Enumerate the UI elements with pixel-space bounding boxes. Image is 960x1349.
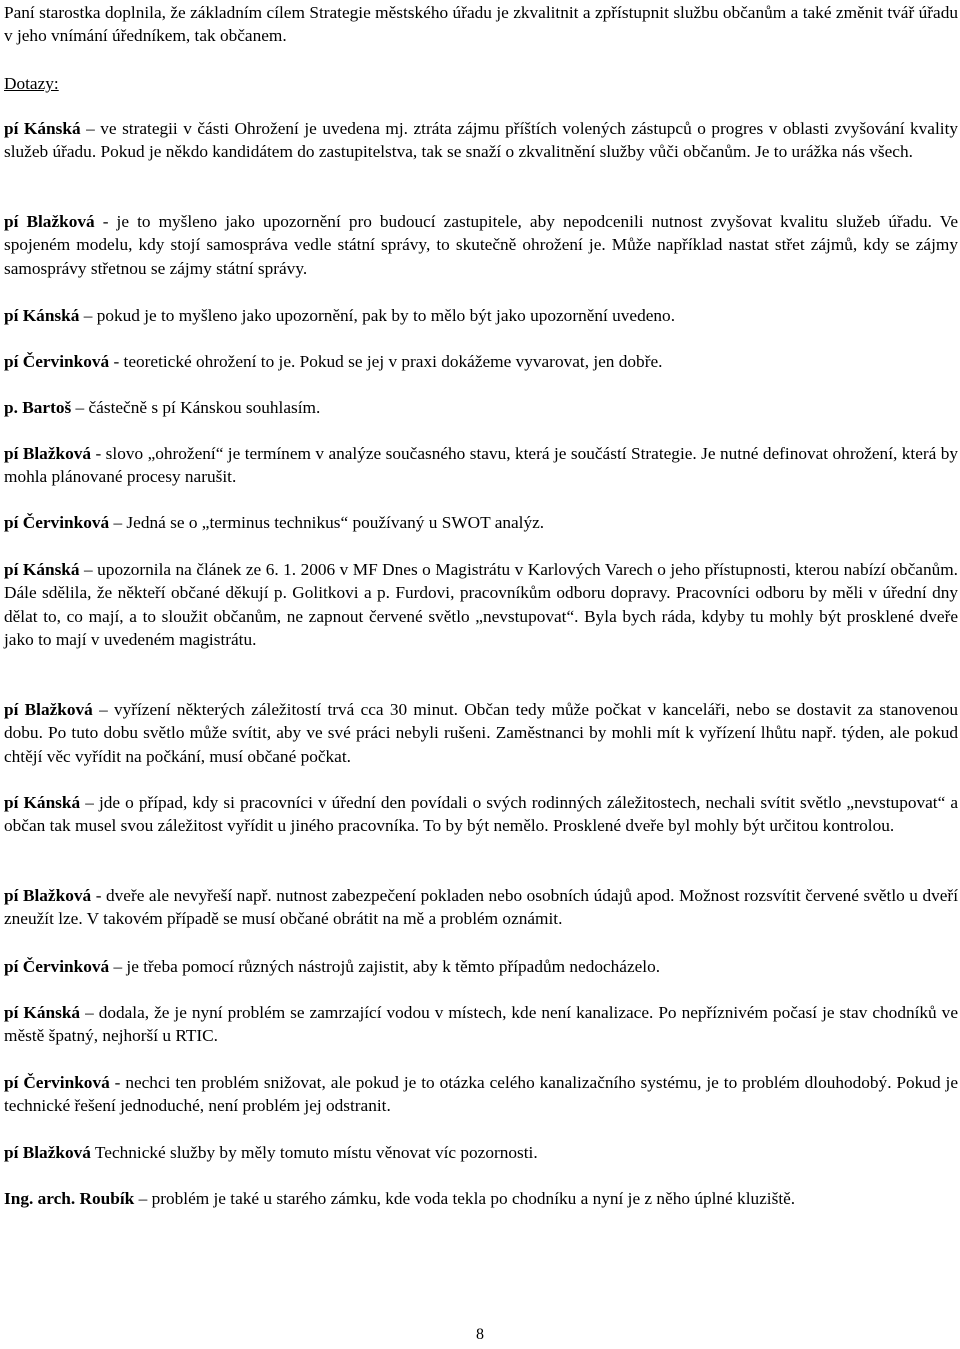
- speaker-name: pí Červinková: [4, 513, 110, 532]
- entry-text: - nechci ten problém snižovat, ale pokud je to otázka celého kanalizačního systému, je to problém dlouhodobý. Pokud je technické řešení jednoduché, není problém jej odstranit.: [4, 1073, 958, 1116]
- speaker-name: pí Blažková: [4, 212, 95, 231]
- entry-text: – částečně s pí Kánskou souhlasím.: [75, 398, 321, 417]
- entry-text: – pokud je to myšleno jako upozornění, pak by to mělo být jako upozornění uvedeno.: [83, 306, 676, 325]
- entry-text: – dodala, že je nyní problém se zamrzající vodou v místech, kde není kanalizace. Po nepříznivém počasí je stav chodníků ve městě špatný, nejhorší u RTIC.: [4, 1003, 958, 1046]
- speaker-name: p. Bartoš: [4, 398, 72, 417]
- speaker-name: pí Blažková: [4, 886, 92, 905]
- entry-text: – ve strategii v části Ohrožení je uvedena mj. ztráta zájmu příštích volených zástupců o progres v oblasti zvyšování kvality služeb úřadu. Pokud je někdo kandidátem do zastupitelstva, tak se snaží o zkvalitnění služby vůči občanům. Je to urážka nás všech.: [4, 119, 959, 162]
- speaker-name: pí Červinková: [4, 1073, 110, 1092]
- speaker-name: pí Blažková: [4, 1143, 91, 1162]
- speaker-name: Ing. arch. Roubík: [4, 1189, 135, 1208]
- speaker-name: pí Blažková: [4, 700, 93, 719]
- entry-paragraph: [4, 884, 958, 931]
- entry-paragraph: [4, 396, 958, 419]
- entry-text: Technické služby by měly tomuto místu věnovat víc pozornosti.: [94, 1143, 538, 1162]
- questions-heading: Dotazy:: [4, 74, 59, 93]
- entry-paragraph: [4, 350, 958, 373]
- entry-paragraph: [4, 210, 958, 280]
- intro-paragraph: Paní starostka doplnila, že základním cílem Strategie městského úřadu je zkvalitnit a zpřístupnit službu občanům a také změnit tvář úřadu v jeho vnímání úředníkem, tak občanem.: [4, 3, 958, 46]
- speaker-name: pí Kánská: [4, 306, 80, 325]
- entry-text: – jde o případ, kdy si pracovníci v úřední den povídali o svých rodinných záležitostech, nechali svítit světlo „nevstupovat“ a občan tak musel svou záležitost vyřídit u jiného pracovníka. To by být nemělo. Prosklené dveře byl mohly být určitou kontrolou.: [4, 793, 958, 836]
- entry-paragraph: [4, 1001, 958, 1048]
- speaker-name: pí Červinková: [4, 352, 110, 371]
- speaker-name: pí Kánská: [4, 560, 80, 579]
- entry-text: – problém je také u starého zámku, kde voda tekla po chodníku a nyní je z něho úplné kluziště.: [138, 1189, 796, 1208]
- entry-text: – je třeba pomocí různých nástrojů zajistit, aby k těmto případům nedocházelo.: [113, 957, 661, 976]
- entry-text: – vyřízení některých záležitostí trvá cca 30 minut. Občan tedy může počkat v kanceláři, nebo se dostavit za stanovenou dobu. Po tuto dobu světlo může svítit, aby ve své práci nebyli rušeni. Zaměstnanci by mohli mít k vyřízení lhůtu např. týden, ale pokud chtějí věc vyřídit na počkání, musí občané počkat.: [4, 700, 958, 766]
- speaker-name: pí Červinková: [4, 957, 110, 976]
- entry-paragraph: [4, 117, 958, 164]
- speaker-name: pí Kánská: [4, 793, 81, 812]
- page-number: 8: [476, 1326, 484, 1343]
- entry-text: – Jedná se o „terminus technikus“ používaný u SWOT analýz.: [113, 513, 545, 532]
- entry-paragraph: [4, 698, 958, 768]
- entry-paragraph: [4, 442, 958, 489]
- entry-text: - teoretické ohrožení to je. Pokud se jej v praxi dokážeme vyvarovat, jen dobře.: [113, 352, 663, 371]
- entry-paragraph: [4, 1071, 958, 1118]
- entry-paragraph: [4, 1187, 958, 1210]
- entry-paragraph: [4, 955, 958, 978]
- entry-text: - je to myšleno jako upozornění pro budoucí zastupitele, aby nepodcenili nutnost zvyšovat kvalitu služeb úřadu. Ve spojeném modelu, kdy stojí samospráva vedle státní správy, to skutečně ohrožení je. Může například nastat střet zájmů, kdy se zájmy samosprávy střetnou se zájmy státní správy.: [4, 212, 958, 278]
- entry-paragraph: [4, 1141, 958, 1164]
- speaker-name: pí Kánská: [4, 119, 81, 138]
- entry-paragraph: [4, 791, 958, 838]
- entry-paragraph: [4, 304, 958, 327]
- speaker-name: pí Kánská: [4, 1003, 81, 1022]
- entry-paragraph: [4, 511, 958, 534]
- entry-text: - slovo „ohrožení“ je termínem v analýze současného stavu, která je součástí Strategie. Je nutné definovat ohrožení, která by mohla plánované procesy narušit.: [4, 444, 959, 487]
- entry-paragraph: [4, 558, 958, 652]
- entry-text: – upozornila na článek ze 6. 1. 2006 v MF Dnes o Magistrátu v Karlových Varech o jeho přístupnosti, kterou nabízí občanům. Dále sdělila, že někteří občané děkují p. Golitkovi a p. Furdovi, pracovníkům odboru dopravy. Pracovníci odboru by měli v úřední dny dělat to, co mají, a to sloužit občanům, ne zapnout červené světlo „nevstupovat“. Byla bych ráda, kdyby tu mohly být prosklené dveře jako to mají v uvedeném magistrátu.: [4, 560, 959, 650]
- speaker-name: pí Blažková: [4, 444, 92, 463]
- entry-text: - dveře ale nevyřeší např. nutnost zabezpečení pokladen nebo osobních údajů apod. Možnost rozsvítit červené světlo u dveří zneužít lze. V takovém případě se musí občané obrátit na mě a problém oznámit.: [4, 886, 958, 929]
